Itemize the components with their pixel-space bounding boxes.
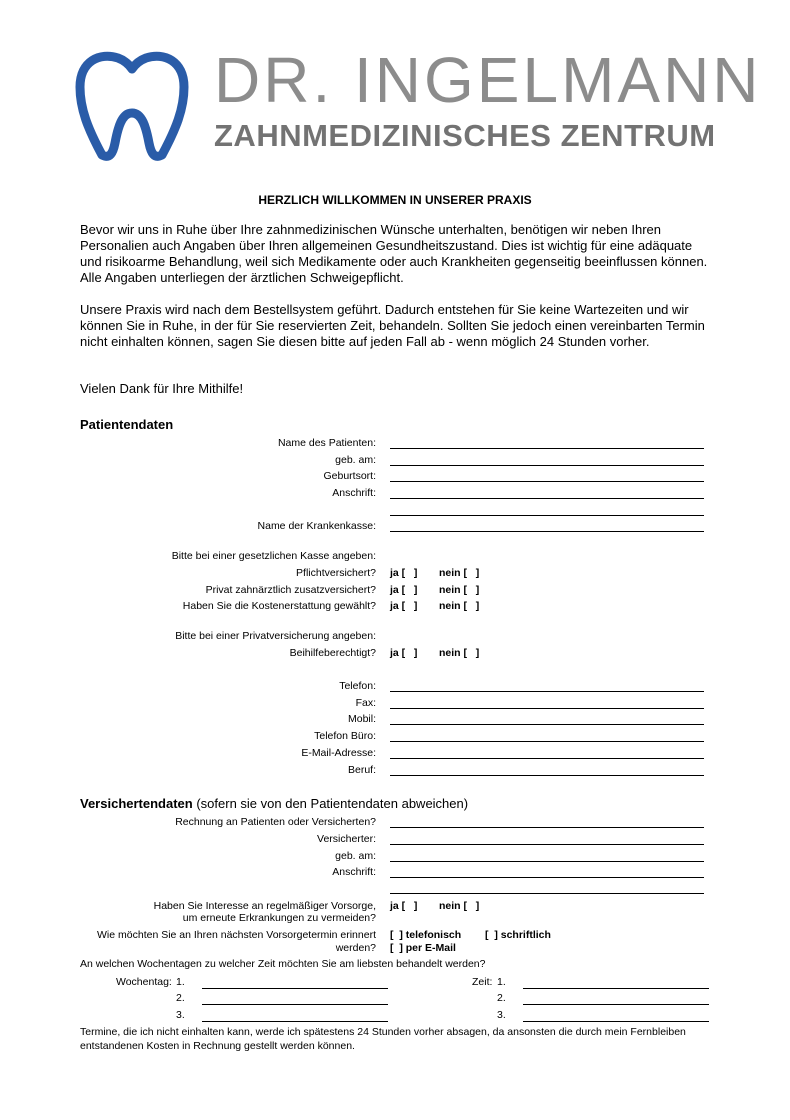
phone-office-field[interactable]	[390, 741, 704, 742]
brand-name: DR. INGELMANN	[214, 44, 762, 116]
email-row	[0, 746, 790, 762]
mandatory-yes-checkbox[interactable]: ja [ ]	[390, 567, 418, 579]
insured-address-row	[0, 865, 790, 881]
mobile-label: Mobil:	[347, 713, 376, 725]
mandatory-no-checkbox[interactable]: nein [ ]	[439, 567, 480, 579]
schedule-question: An welchen Wochentagen zu welcher Zeit möchten Sie am liebsten behandelt werden?	[80, 958, 486, 970]
weekday-field-1[interactable]	[202, 988, 388, 989]
mandatory-insured-row	[0, 566, 790, 582]
private-dental-label: Privat zahnärztlich zusatzversichert?	[205, 584, 376, 596]
checkup-question-line2: um erneute Erkrankungen zu vermeiden?	[182, 912, 376, 924]
insured-section-heading	[80, 796, 468, 811]
profession-label: Beruf:	[347, 764, 376, 776]
footer-note: Termine, die ich nicht einhalten kann, werde ich spätestens 24 Stunden vorher absagen, da ansonsten die durch mein Fernbleiben entstandenen Kosten in Rechnung gestellt werden können.	[80, 1026, 686, 1052]
fax-row	[0, 696, 790, 712]
patient-birthplace-row	[0, 469, 790, 485]
patient-name-label: Name des Patienten:	[277, 437, 376, 449]
insured-birthdate-row	[0, 849, 790, 865]
private-dental-yes-checkbox[interactable]: ja [ ]	[390, 584, 418, 596]
weekday-field-2[interactable]	[202, 1004, 388, 1005]
insured-person-label: Versicherter:	[317, 833, 376, 845]
thanks-text: Vielen Dank für Ihre Mithilfe!	[80, 381, 244, 396]
patient-address-field[interactable]	[390, 498, 704, 499]
profession-row	[0, 763, 790, 779]
time-label: Zeit:	[472, 976, 493, 988]
time-number-1: 1.	[497, 976, 506, 988]
reimbursement-label: Haben Sie die Kostenerstattung gewählt?	[182, 600, 376, 612]
patient-address-field-2[interactable]	[390, 515, 704, 516]
insured-heading-text: Versichertendaten	[80, 796, 193, 811]
time-number-2: 2.	[497, 992, 506, 1004]
time-number-3: 3.	[497, 1009, 506, 1021]
brand-subtitle: ZAHNMEDIZINISCHES ZENTRUM	[214, 118, 716, 153]
insured-person-field[interactable]	[390, 844, 704, 845]
time-field-2[interactable]	[523, 1004, 709, 1005]
beihilfe-yes-checkbox[interactable]: ja [ ]	[390, 647, 418, 659]
patient-section-heading: Patientendaten	[80, 417, 174, 432]
email-label: E-Mail-Adresse:	[301, 747, 376, 759]
time-field-3[interactable]	[523, 1021, 709, 1022]
patient-name-row	[0, 436, 790, 452]
insured-birthdate-field[interactable]	[390, 861, 704, 862]
beihilfe-label: Beihilfeberechtigt?	[289, 647, 376, 659]
phone-label: Telefon:	[339, 680, 376, 692]
reminder-phone-checkbox[interactable]: [ ] telefonisch	[390, 929, 462, 941]
fax-label: Fax:	[355, 697, 376, 709]
checkup-question-line1: Haben Sie Interesse an regelmäßiger Vorsorge,	[153, 900, 376, 912]
weekday-number-2: 2.	[176, 992, 185, 1004]
intro-paragraph-1: Bevor wir uns in Ruhe über Ihre zahnmedizinischen Wünsche unterhalten, benötigen wir neben Ihren Personalien auch Angaben über Ihren allgemeinen Gesundheitszustand. Dies ist wichtig für eine adäquate und risikoarme Behandlung, weil sich Medikamente oder auch Krankheiten gegenseitig beeinflussen können. Alle Angaben unterliegen der ärztlichen Schweigepflicht.	[80, 222, 708, 285]
invoice-row	[0, 815, 790, 831]
email-field[interactable]	[390, 758, 704, 759]
tooth-logo-icon	[74, 47, 189, 162]
invoice-label: Rechnung an Patienten oder Versicherten?	[175, 816, 376, 828]
mobile-row	[0, 712, 790, 728]
patient-insurance-label: Name der Krankenkasse:	[257, 520, 376, 532]
insured-birthdate-label: geb. am:	[335, 850, 376, 862]
public-insurance-note-row	[0, 549, 790, 565]
checkup-row-2	[0, 911, 790, 927]
insured-address-field[interactable]	[390, 877, 704, 878]
private-dental-row	[0, 583, 790, 599]
invoice-field[interactable]	[390, 827, 704, 828]
fax-field[interactable]	[390, 708, 704, 709]
insured-address-label: Anschrift:	[332, 866, 376, 878]
patient-birthdate-label: geb. am:	[335, 454, 376, 466]
insured-heading-note: (sofern sie von den Patientendaten abweichen)	[196, 796, 469, 811]
private-insurance-note: Bitte bei einer Privatversicherung angeben:	[175, 630, 376, 642]
mandatory-insured-label: Pflichtversichert?	[296, 567, 376, 579]
patient-birthdate-field[interactable]	[390, 465, 704, 466]
patient-name-field[interactable]	[390, 448, 704, 449]
patient-birthplace-field[interactable]	[390, 481, 704, 482]
public-insurance-note: Bitte bei einer gesetzlichen Kasse angeben:	[171, 550, 376, 562]
weekday-number-3: 3.	[176, 1009, 185, 1021]
reminder-question-line1: Wie möchten Sie an Ihren nächsten Vorsorgetermin erinnert	[97, 929, 376, 941]
patient-address-label: Anschrift:	[332, 487, 376, 499]
beihilfe-row	[0, 646, 790, 662]
patient-birthdate-row	[0, 453, 790, 469]
checkup-yes-checkbox[interactable]: ja [ ]	[390, 900, 418, 912]
phone-office-label: Telefon Büro:	[314, 730, 376, 742]
phone-office-row	[0, 729, 790, 745]
insured-address-field-2[interactable]	[390, 893, 704, 894]
private-insurance-note-row	[0, 629, 790, 645]
patient-address-row	[0, 486, 790, 502]
beihilfe-no-checkbox[interactable]: nein [ ]	[439, 647, 480, 659]
page-title: HERZLICH WILLKOMMEN IN UNSERER PRAXIS	[258, 193, 532, 207]
phone-field[interactable]	[390, 691, 704, 692]
profession-field[interactable]	[390, 775, 704, 776]
insured-person-row	[0, 832, 790, 848]
reminder-question-line2: werden?	[335, 942, 376, 954]
weekday-field-3[interactable]	[202, 1021, 388, 1022]
phone-row	[0, 679, 790, 695]
reminder-email-checkbox[interactable]: [ ] per E-Mail	[390, 942, 456, 954]
private-dental-no-checkbox[interactable]: nein [ ]	[439, 584, 480, 596]
intro-paragraph-2: Unsere Praxis wird nach dem Bestellsystem geführt. Dadurch entstehen für Sie keine Wartezeiten und wir können Sie in Ruhe, in der für Sie reservierten Zeit, behandeln. Sollten Sie jedoch einen vereinbarten Termin nicht einhalten können, sagen Sie diesen bitte auf jeden Fall ab - wenn möglich 24 Stunden vorher.	[80, 302, 705, 349]
reminder-letter-checkbox[interactable]: [ ] schriftlich	[485, 929, 551, 941]
weekday-number-1: 1.	[176, 976, 185, 988]
reminder-row-2	[0, 941, 790, 957]
patient-insurance-row	[0, 519, 790, 535]
reimbursement-row	[0, 599, 790, 615]
mobile-field[interactable]	[390, 724, 704, 725]
reimbursement-yes-checkbox[interactable]: ja [ ]	[390, 600, 418, 612]
time-field-1[interactable]	[523, 988, 709, 989]
patient-birthplace-label: Geburtsort:	[323, 470, 376, 482]
checkup-no-checkbox[interactable]: nein [ ]	[439, 900, 480, 912]
patient-insurance-field[interactable]	[390, 531, 704, 532]
reimbursement-no-checkbox[interactable]: nein [ ]	[439, 600, 480, 612]
weekday-label: Wochentag:	[116, 976, 172, 988]
